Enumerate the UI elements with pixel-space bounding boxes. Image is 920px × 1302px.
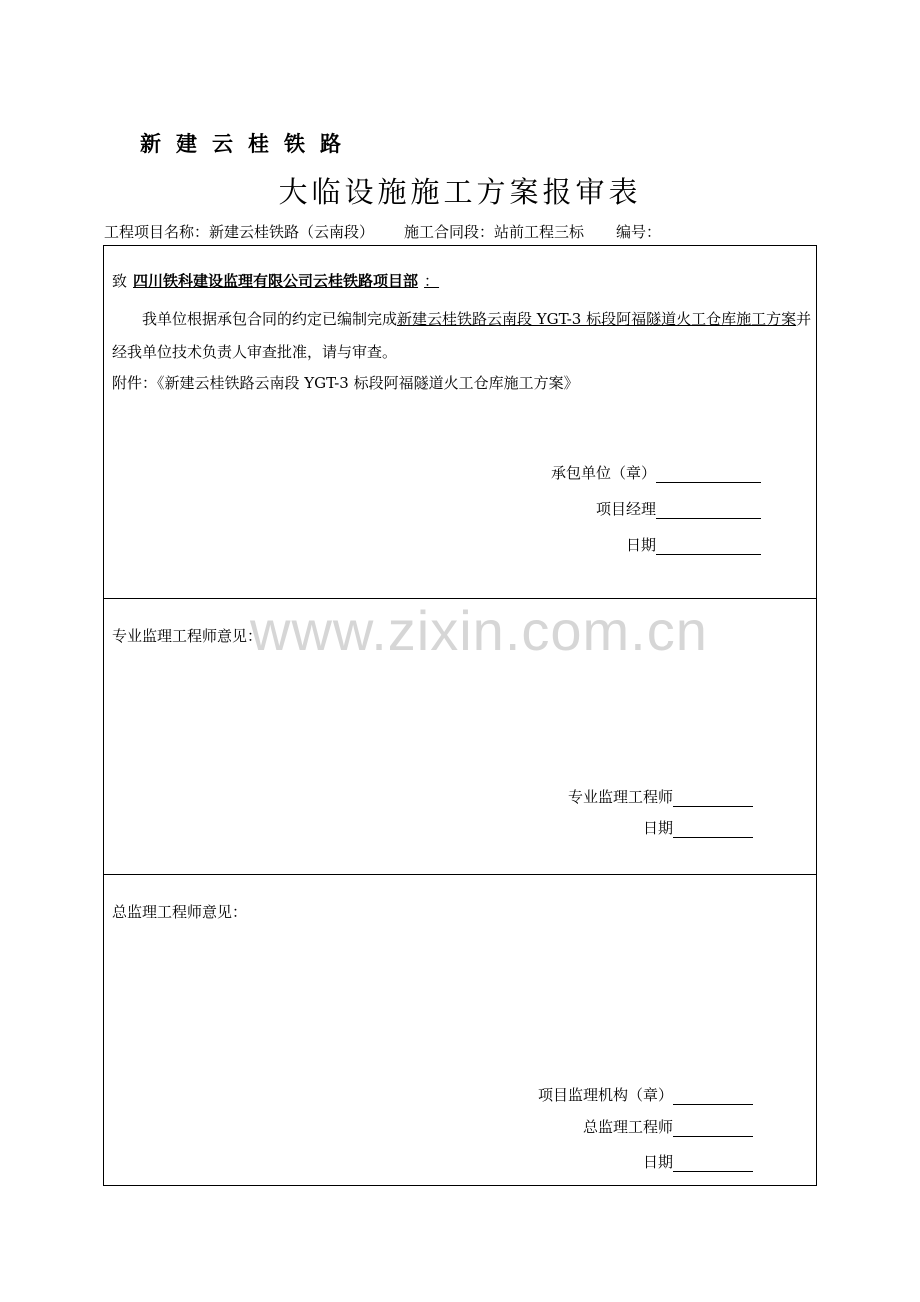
engineer-opinion-section (104, 599, 817, 875)
supervision-org-seal-field (538, 1084, 753, 1105)
engineer-sign-blank[interactable] (673, 790, 753, 807)
contractor-seal-label: 承包单位（章） (550, 464, 656, 482)
chief-sign-blank[interactable] (673, 1120, 753, 1137)
engineer-date-label: 日期 (642, 819, 673, 837)
project-name-label: 工程项目名称：新建云桂铁路（云南段） (104, 223, 375, 241)
approval-form-table (103, 245, 817, 1186)
engineer-sign-field (568, 786, 753, 807)
contractor-seal-field (551, 462, 761, 483)
addressee-name: 四川铁科建设监理有限公司云桂铁路项目部 (133, 272, 419, 290)
chief-sign-label: 总监理工程师 (582, 1118, 673, 1136)
engineer-date-blank[interactable] (673, 821, 753, 838)
submission-body (112, 303, 812, 369)
project-manager-label: 项目经理 (595, 500, 656, 518)
addressee-suffix: ： (424, 272, 440, 290)
plan-name: 新建云桂铁路云南段 YGT-3 标段阿福隧道火工仓库施工方案 (397, 310, 797, 328)
chief-sign-field (583, 1116, 753, 1137)
body-after: 并经我单位技术负责人审查批准，请与审查。 (112, 310, 812, 361)
contractor-date-label: 日期 (625, 536, 656, 554)
engineer-opinion-label: 专业监理工程师意见： (112, 627, 263, 645)
body-before: 我单位根据承包合同的约定已编制完成 (142, 310, 398, 328)
project-manager-blank[interactable] (656, 502, 761, 519)
contract-section-label: 施工合同段：站前工程三标 (404, 223, 585, 241)
form-number-label: 编号： (616, 223, 662, 241)
contractor-date-field (626, 534, 761, 555)
engineer-date-field (643, 817, 753, 838)
site-watermark: www.zixin.com.cn (250, 599, 708, 662)
chief-opinion-label: 总监理工程师意见： (112, 903, 248, 921)
contractor-section (104, 246, 817, 599)
attachment-line: 附件：《新建云桂铁路云南段 YGT-3 标段阿福隧道火工仓库施工方案》 (112, 374, 579, 392)
railway-name: 新建云桂铁路 (140, 131, 356, 156)
addressee-line (112, 271, 439, 291)
contractor-seal-blank[interactable] (656, 466, 761, 483)
chief-opinion-section (104, 875, 817, 1186)
project-info-line (104, 221, 661, 242)
chief-date-blank[interactable] (673, 1155, 753, 1172)
chief-date-label: 日期 (642, 1153, 673, 1171)
chief-date-field (643, 1151, 753, 1172)
contractor-date-blank[interactable] (656, 538, 761, 555)
engineer-sign-label: 专业监理工程师 (567, 788, 673, 806)
to-prefix: 致 (112, 272, 128, 290)
supervision-org-seal-blank[interactable] (673, 1088, 753, 1105)
form-title: 大临设施施工方案报审表 (278, 175, 642, 209)
project-manager-field (596, 498, 761, 519)
supervision-org-seal-label: 项目监理机构（章） (537, 1086, 673, 1104)
